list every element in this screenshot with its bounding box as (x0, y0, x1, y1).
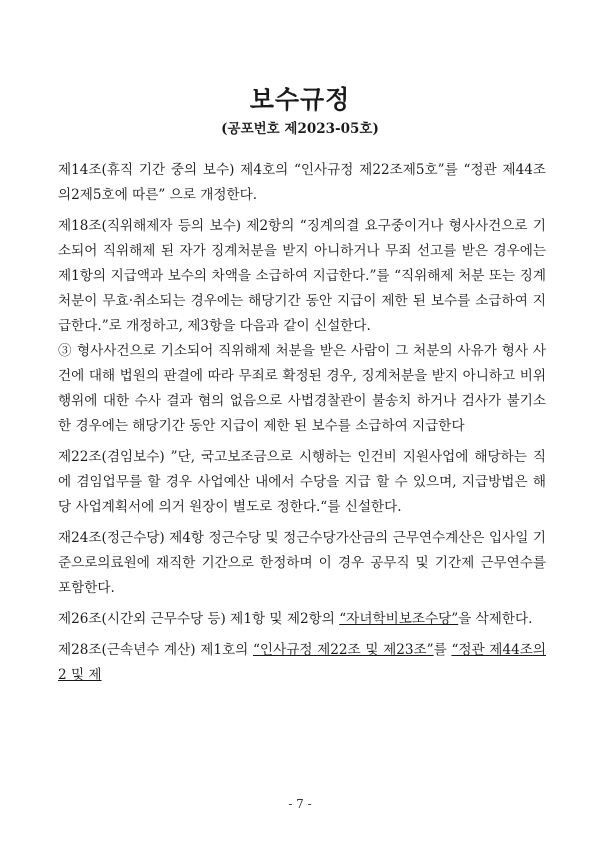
page-number: - 7 - (288, 797, 312, 811)
article-28-text-before: 제28조(근속년수 계산) 제1호의 (58, 642, 253, 658)
article-28-underlined-new: “정관 제44조의2 및 제 (58, 642, 546, 683)
article-18-clause-3: ③ 형사사건으로 기소되어 직위해제 처분을 받은 사람이 그 처분의 사유가 형사 사건에 대해 법원의 판결에 따라 무죄로 확정된 경우, 징계처분을 받지 아니하고 비위행위에 대한 수사 결과 혐의 없음으로 사법경찰관이 불송치 하거나 검사가 불기소한 경우에는 해당기간 동안 지급이 제한 된 보수를 소급하여 지급한다 (58, 343, 546, 434)
document-body (58, 158, 546, 694)
announcement-number: (공포번호 제2023-05호) (221, 121, 379, 137)
article-26-amendment (58, 607, 546, 632)
article-28-text-middle: 를 (433, 642, 452, 658)
page-title: 보수규정 (249, 85, 351, 114)
article-18-amendment: 제18조(직위해제자 등의 보수) 제2항의 “징계의결 요구중이거나 형사사건으로 기소되어 직위해제 된 자가 징계처분을 받지 아니하거나 무죄 선고를 받은 경우에는 제1항의 지급액과 보수의 차액을 소급하여 지급한다.”를 “직위해제 처분 또는 징계처분이 무효·취소되는 경우에는 해당기간 동안 지급이 제한 된 보수를 소급하여 지급한다.”로 개정하고, 제3항을 다음과 같이 신설한다. (58, 218, 546, 334)
article-26-text-after: 을 삭제한다. (458, 611, 533, 627)
article-28-underlined-old: “인사규정 제22조 및 제23조” (252, 642, 434, 658)
article-24-amendment: 재24조(정근수당) 제4항 정근수당 및 정근수당가산금의 근무연수계산은 입사일 기준으로의료원에 재직한 기간으로 한정하며 이 경우 공무직 및 기간제 근무연수를 포함한다. (58, 530, 546, 596)
article-26-underlined-term: “자녀학비보조수당” (339, 611, 459, 627)
article-14-amendment: 제14조(휴직 기간 중의 보수) 제4호의 “인사규정 제22조제5호”를 “정관 제44조의2제5호에 따른” 으로 개정한다. (58, 162, 546, 203)
article-22-amendment: 제22조(겸임보수) ”단, 국고보조금으로 시행하는 인건비 지원사업에 해당하는 직에 겸임업무를 할 경우 사업예산 내에서 수당을 지급 할 수 있으며, 지급방법은 해당 사업계획서에 의거 원장이 별도로 정한다.“를 신설한다. (58, 449, 546, 515)
article-28-amendment (58, 638, 546, 688)
article-26-text-before: 제26조(시간외 근무수당 등) 제1항 및 제2항의 (58, 611, 340, 627)
